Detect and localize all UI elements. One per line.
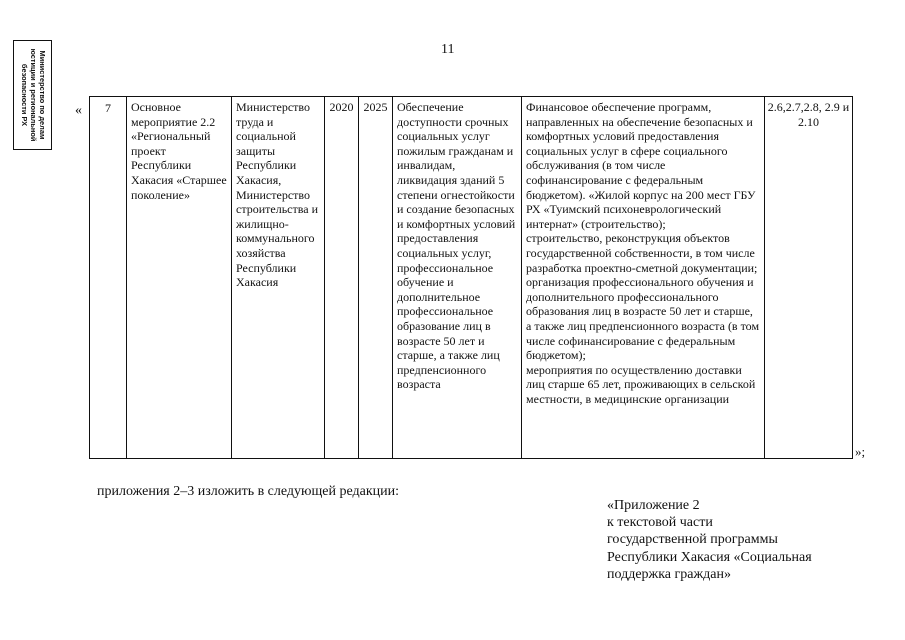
expected-result-cell: Обеспечение доступности срочных социальных услуг пожилым гражданам и инвалидам, ликвидация зданий 5 степени огнестойкости и создание безопасных и комфортных условий предоставления социальных услуг, профессиональное обучение и дополнительное профессиональное образование лиц в возрасте 50 лет и старше, а также лиц предпенсионного возраста [393, 97, 522, 459]
table-row [90, 97, 853, 459]
appendix-line: к текстовой части [607, 515, 713, 531]
instruction-text: приложения 2–3 изложить в следующей редакции: [97, 484, 400, 499]
appendix-line: поддержка граждан» [607, 566, 731, 582]
direction-item: мероприятия по осуществлению доставки лиц старше 65 лет, проживающих в сельской местности, в медицинские организации [526, 362, 756, 406]
activity-name-cell: Основное мероприятие 2.2 «Региональный проект Республики Хакасия «Старшее поколение» [127, 97, 232, 459]
start-year-cell: 2020 [325, 97, 359, 459]
appendix-line: «Приложение 2 [607, 498, 700, 513]
indicators-cell: 2.6,2.7,2.8, 2.9 и 2.10 [765, 97, 853, 459]
closing-quote: »; [855, 444, 866, 459]
direction-item: Финансовое обеспечение программ, направленных на обеспечение безопасных и комфортных условий предоставления социальных услуг в сфере социального обслуживания (в том числе софинансирование с федеральным бюджетом). «Жилой корпус на 200 мест ГБУ РХ «Туимский психоневрологический интернат» (строительство); [526, 100, 756, 231]
directions-cell [522, 97, 765, 459]
executor-cell: Министерство труда и социальной защиты Республики Хакасия, Министерство строительства и жилищно-коммунального хозяйства Республики Хакасия [232, 97, 325, 459]
direction-item: организация профессионального обучения и дополнительного профессионального образования лиц в возрасте 50 лет и старше, а также лиц предпенсионного возраста (в том числе софинансирование с федеральным бюджетом); [526, 275, 760, 363]
appendix-line: государственной программы [607, 532, 778, 548]
stamp-line: безопасности РХ [20, 63, 30, 127]
row-number-cell: 7 [90, 97, 127, 459]
appendix-heading [607, 497, 812, 583]
page-number: 11 [441, 42, 455, 57]
program-table [89, 96, 853, 459]
appendix-line: Республики Хакасия «Социальная [607, 549, 812, 565]
stamp-text [19, 43, 45, 147]
end-year-cell: 2025 [359, 97, 393, 459]
stamp-line: Министерство по делам [37, 50, 47, 140]
direction-item: строительство, реконструкция объектов государственной собственности, в том числе разработка проектно-сметной документации; [526, 231, 758, 275]
opening-quote: « [75, 103, 82, 118]
stamp-line: юстиции и региональной [28, 48, 38, 142]
registration-stamp [13, 40, 52, 150]
